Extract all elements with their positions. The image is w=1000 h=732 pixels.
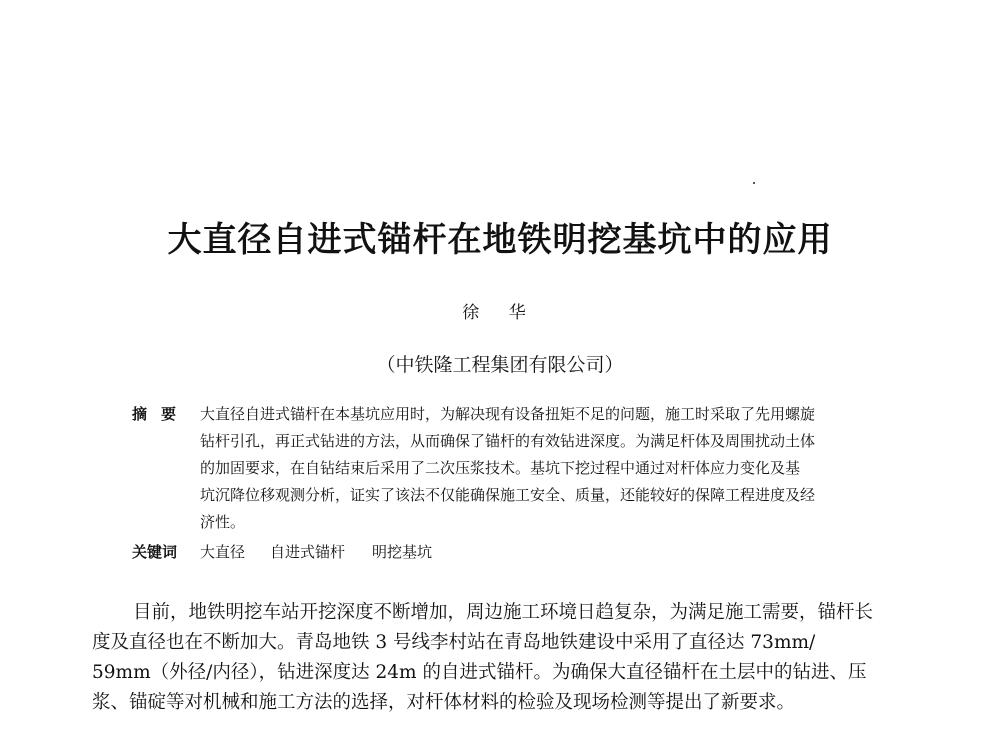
author-affiliation: （中铁隆工程集团有限公司） (376, 354, 624, 376)
paper-title: 大直径自进式锚杆在地铁明挖基坑中的应用 (167, 220, 833, 260)
abstract-line: 钻杆引孔，再正式钻进的方法，从而确保了锚杆的有效钻进深度。为满足杆体及周围扰动土体 (200, 432, 816, 450)
keyword: 大直径 (200, 543, 246, 561)
abstract-line: 坑沉降位移观测分析，证实了该法不仅能确保施工安全、质量，还能较好的保障工程进度及经 (200, 486, 816, 504)
body-paragraph-line: 度及直径也在不断加大。青岛地铁 3 号线李村站在青岛地铁建设中采用了直径达 73mm/ (92, 632, 816, 653)
abstract-line: 济性。 (200, 513, 246, 531)
author-name: 徐 华 (462, 303, 538, 323)
abstract-line: 大直径自进式锚杆在本基坑应用时，为解决现有设备扭矩不足的问题，施工时采取了先用螺旋 (200, 405, 816, 423)
body-paragraph-line: 59mm（外径/内径），钻进深度达 24m 的自进式锚杆。为确保大直径锚杆在土层中的钻进、压 (92, 662, 867, 683)
keyword: 明挖基坑 (372, 543, 433, 561)
keywords-label: 关键词 (132, 543, 178, 561)
body-paragraph-line: 浆、锚碇等对机械和施工方法的选择，对杆体材料的检验及现场检测等提出了新要求。 (92, 692, 796, 713)
keyword: 自进式锚杆 (270, 543, 346, 561)
abstract-label: 摘要 (132, 405, 191, 423)
body-paragraph-line: 目前，地铁明挖车站开挖深度不断增加，周边施工环境日趋复杂，为满足施工需要，锚杆长 (133, 602, 874, 623)
scan-speck (753, 182, 755, 184)
abstract-line: 的加固要求，在自钻结束后采用了二次压浆技术。基坑下挖过程中通过对杆体应力变化及基 (200, 459, 801, 477)
